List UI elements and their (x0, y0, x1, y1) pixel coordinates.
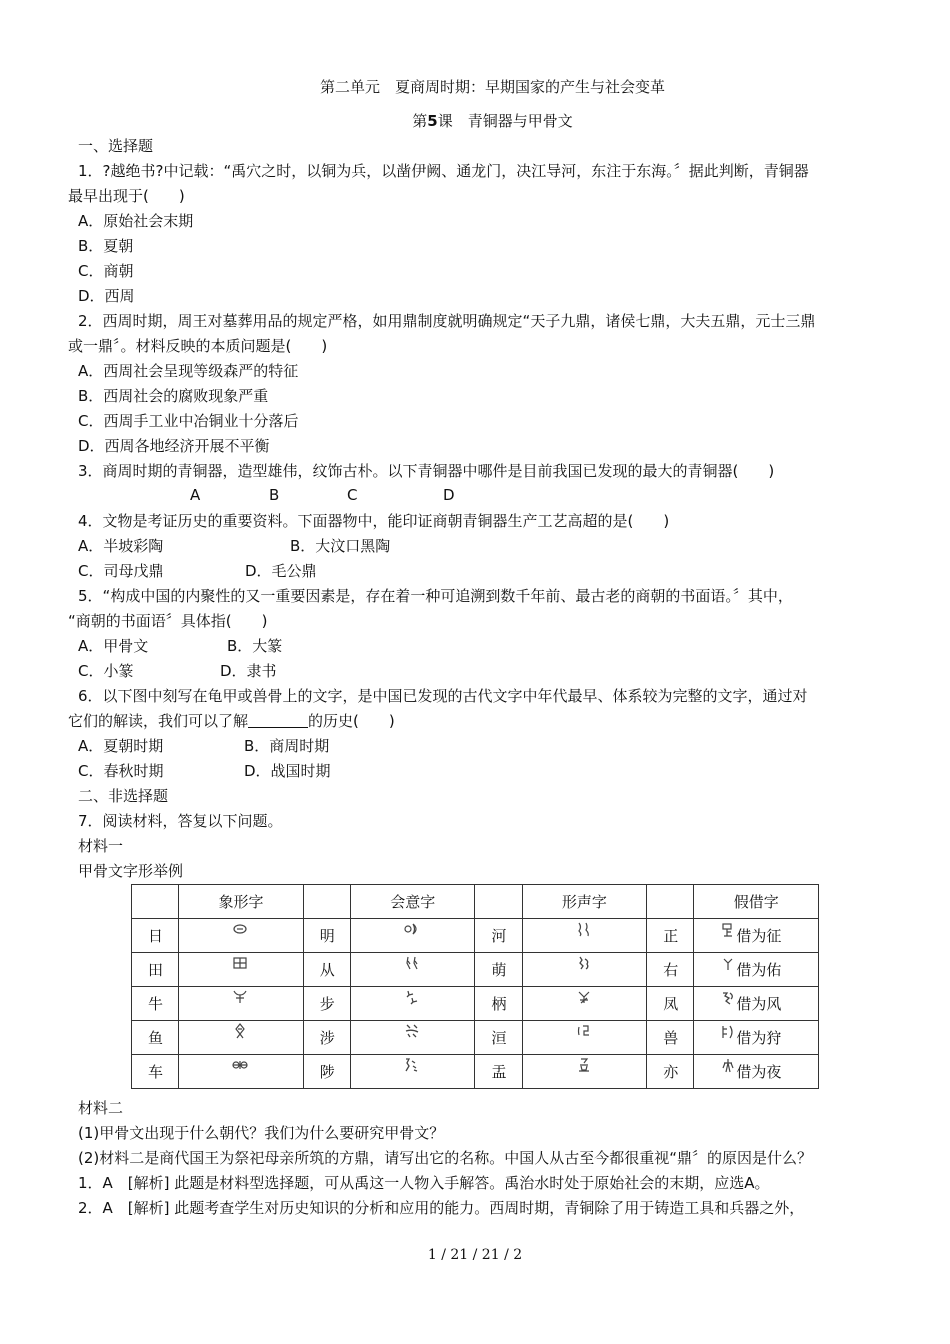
question-1-option: D．西周 (78, 287, 135, 305)
oracle-feng-glyph-icon (720, 990, 736, 1006)
question-3-option-label: D (443, 486, 455, 504)
table-header-blank (475, 885, 522, 919)
question-5-line2: “商朝的书面语〞具体指( ) (68, 612, 268, 630)
question-6-line1: 6．以下图中刻写在龟甲或兽骨上的文字，是中国已发现的古代文字中年代最早、体系较为完整的文字，通过对 (78, 687, 808, 705)
question-2-option: D．西周各地经济开展不平衡 (78, 437, 270, 455)
oracle-glyph-cell (350, 1055, 475, 1089)
oracle-ming-glyph-icon (404, 921, 420, 937)
question-4-option: C．司母戊鼎 (78, 562, 164, 580)
question-4-option: A．半坡彩陶 (78, 537, 164, 555)
loan-cell (694, 1021, 819, 1055)
oracle-bu-glyph-icon (404, 989, 420, 1005)
question-2-line2: 或一鼎〞。材料反映的本质问题是( ) (68, 337, 328, 355)
oracle-he-glyph-icon (576, 921, 592, 937)
question-5-line1: 5．“构成中国的内聚性的又一重要因素是，存在着一种可追溯到数千年前、最古老的商朝的书面语。〞其中， (78, 587, 793, 605)
oracle-field-glyph-icon (232, 955, 248, 971)
question-6-option: B．商周时期 (244, 737, 330, 755)
question-3-option-label: C (347, 486, 358, 504)
table-row (132, 1021, 819, 1055)
unit-title: 第二单元 夏商周时期：早期国家的产生与社会变革 (319, 78, 665, 96)
oracle-shou-glyph-icon (720, 1024, 736, 1040)
answer-2: 2．A [解析] 此题考查学生对历史知识的分析和应用的能力。西周时期，青铜除了用于铸造工具和兵器之外， (78, 1199, 805, 1217)
question-4-line1: 4．文物是考证历史的重要资料。下面器物中，能印证商朝青铜器生产工艺高超的是( ) (78, 512, 670, 530)
loan-cell (694, 919, 819, 953)
question-6-option: D．战国时期 (244, 762, 331, 780)
table-cell-char: 日 (132, 919, 179, 953)
question-3-line1: 3．商周时期的青铜器，造型雄伟，纹饰古朴。以下青铜器中哪件是目前我国已发现的最大的青铜器( ) (78, 462, 775, 480)
material-1-label: 材料一 (78, 837, 124, 855)
question-6-option: C．春秋时期 (78, 762, 164, 780)
table-cell-char: 柄 (475, 987, 522, 1021)
question-3-option-label: B (269, 486, 280, 504)
question-2-option: A．西周社会呈现等级森严的特征 (78, 362, 299, 380)
table-row (132, 987, 819, 1021)
question-1-option: C．商朝 (78, 262, 134, 280)
table-cell-char: 正 (647, 919, 694, 953)
sub-question-2: (2)材料二是商代国王为祭祀母亲所筑的方鼎，请写出它的名称。中国人从古至今都很重视“鼎〞的原因是什么？ (78, 1149, 813, 1167)
oracle-she-glyph-icon (404, 1023, 420, 1039)
answer-1: 1．A [解析] 此题是材料型选择题，可从禹这一人物入手解答。禹治水时处于原始社会的末期，应选A。 (78, 1174, 770, 1192)
oracle-you-glyph-icon (720, 956, 736, 972)
loan-text: 借为征 (736, 927, 782, 945)
table-caption: 甲骨文字形举例 (78, 862, 184, 880)
table-cell-char: 陟 (303, 1055, 350, 1089)
question-5-option: D．隶书 (220, 662, 277, 680)
question-2-option: C．西周手工业中冶铜业十分落后 (78, 412, 299, 430)
section-heading-choice: 一、选择题 (78, 137, 154, 155)
table-cell-char: 从 (303, 953, 350, 987)
oracle-ox-glyph-icon (232, 989, 248, 1005)
oracle-glyph-cell (179, 1021, 304, 1055)
table-cell-char: 洹 (475, 1021, 522, 1055)
table-cell-char: 明 (303, 919, 350, 953)
question-7-line1: 7．阅读材料，答复以下问题。 (78, 812, 283, 830)
oracle-cart-glyph-icon (232, 1057, 248, 1073)
table-header-blank (132, 885, 179, 919)
table-cell-char: 亦 (647, 1055, 694, 1089)
table-header: 形声字 (522, 885, 647, 919)
oracle-glyph-cell (179, 953, 304, 987)
answer-blank (248, 712, 308, 728)
oracle-fish-glyph-icon (232, 1023, 248, 1039)
table-cell-char: 田 (132, 953, 179, 987)
question-2-line1: 2．西周时期，周王对墓葬用品的规定严格，如用鼎制度就明确规定“天子九鼎，诸侯七鼎，大夫五鼎，元士三鼎 (78, 312, 816, 330)
oracle-glyph-cell (179, 919, 304, 953)
table-cell-char: 盂 (475, 1055, 522, 1089)
question-1-line1: 1．?越绝书?中记载：“禹穴之时，以铜为兵，以凿伊阙、通龙门，决江导河，东注于东海。〞据此判断，青铜器 (78, 162, 809, 180)
oracle-glyph-cell (350, 919, 475, 953)
table-header: 象形字 (179, 885, 304, 919)
oracle-glyph-cell (522, 1021, 647, 1055)
table-header-blank (647, 885, 694, 919)
oracle-zheng-glyph-icon (720, 922, 736, 938)
table-row (132, 919, 819, 953)
loan-cell (694, 1055, 819, 1089)
table-cell-char: 车 (132, 1055, 179, 1089)
table-cell-char: 牛 (132, 987, 179, 1021)
table-row (132, 1055, 819, 1089)
loan-cell (694, 987, 819, 1021)
oracle-yu-glyph-icon (576, 1057, 592, 1073)
question-5-option: A．甲骨文 (78, 637, 149, 655)
question-5-option: B．大篆 (227, 637, 283, 655)
table-row (132, 953, 819, 987)
oracle-glyph-cell (522, 919, 647, 953)
table-cell-char: 右 (647, 953, 694, 987)
lesson-title: 第5课 青铜器与甲骨文 (412, 112, 573, 130)
question-4-option: D．毛公鼎 (245, 562, 317, 580)
question-5-option: C．小篆 (78, 662, 134, 680)
oracle-glyph-cell (350, 1021, 475, 1055)
question-3-option-label: A (190, 486, 201, 504)
oracle-glyph-cell (350, 987, 475, 1021)
question-2-option: B．西周社会的腐败现象严重 (78, 387, 269, 405)
oracle-glyph-cell (179, 987, 304, 1021)
table-header-row (132, 885, 819, 919)
table-header: 会意字 (350, 885, 475, 919)
loan-text: 借为佑 (736, 961, 782, 979)
material-2-label: 材料二 (78, 1099, 124, 1117)
oracle-cong-glyph-icon (404, 955, 420, 971)
loan-text: 借为夜 (736, 1063, 782, 1081)
question-1-line2: 最早出现于( ) (68, 187, 185, 205)
oracle-zhi-glyph-icon (404, 1057, 420, 1073)
lesson-number: 5 (427, 112, 438, 130)
table-cell-char: 河 (475, 919, 522, 953)
oracle-glyph-cell (522, 1055, 647, 1089)
table-header: 假借字 (694, 885, 819, 919)
oracle-bone-table (131, 884, 819, 1089)
table-cell-char: 涉 (303, 1021, 350, 1055)
loan-text: 借为风 (736, 995, 782, 1013)
question-6-line2: 它们的解读，我们可以了解 的历史( ) (68, 712, 395, 730)
oracle-yi-glyph-icon (720, 1058, 736, 1074)
page-footer: 1 / 21 / 21 / 2 (427, 1247, 523, 1263)
table-cell-char: 兽 (647, 1021, 694, 1055)
loan-cell (694, 953, 819, 987)
table-cell-char: 鱼 (132, 1021, 179, 1055)
oracle-bing-glyph-icon (576, 989, 592, 1005)
oracle-huan-glyph-icon (576, 1023, 592, 1039)
oracle-glyph-cell (522, 987, 647, 1021)
sub-question-1: (1)甲骨文出现于什么朝代？我们为什么要研究甲骨文？ (78, 1124, 445, 1142)
section-heading-nonchoice: 二、非选择题 (78, 787, 169, 805)
oracle-glyph-cell (179, 1055, 304, 1089)
oracle-meng-glyph-icon (576, 955, 592, 971)
oracle-sun-glyph-icon (232, 921, 248, 937)
question-1-option: A．原始社会末期 (78, 212, 194, 230)
question-1-option: B．夏朝 (78, 237, 134, 255)
question-4-option: B．大汶口黑陶 (290, 537, 391, 555)
table-cell-char: 步 (303, 987, 350, 1021)
question-6-option: A．夏朝时期 (78, 737, 164, 755)
table-header-blank (303, 885, 350, 919)
table-cell-char: 凤 (647, 987, 694, 1021)
oracle-glyph-cell (350, 953, 475, 987)
loan-text: 借为狩 (736, 1029, 782, 1047)
oracle-glyph-cell (522, 953, 647, 987)
table-cell-char: 萌 (475, 953, 522, 987)
